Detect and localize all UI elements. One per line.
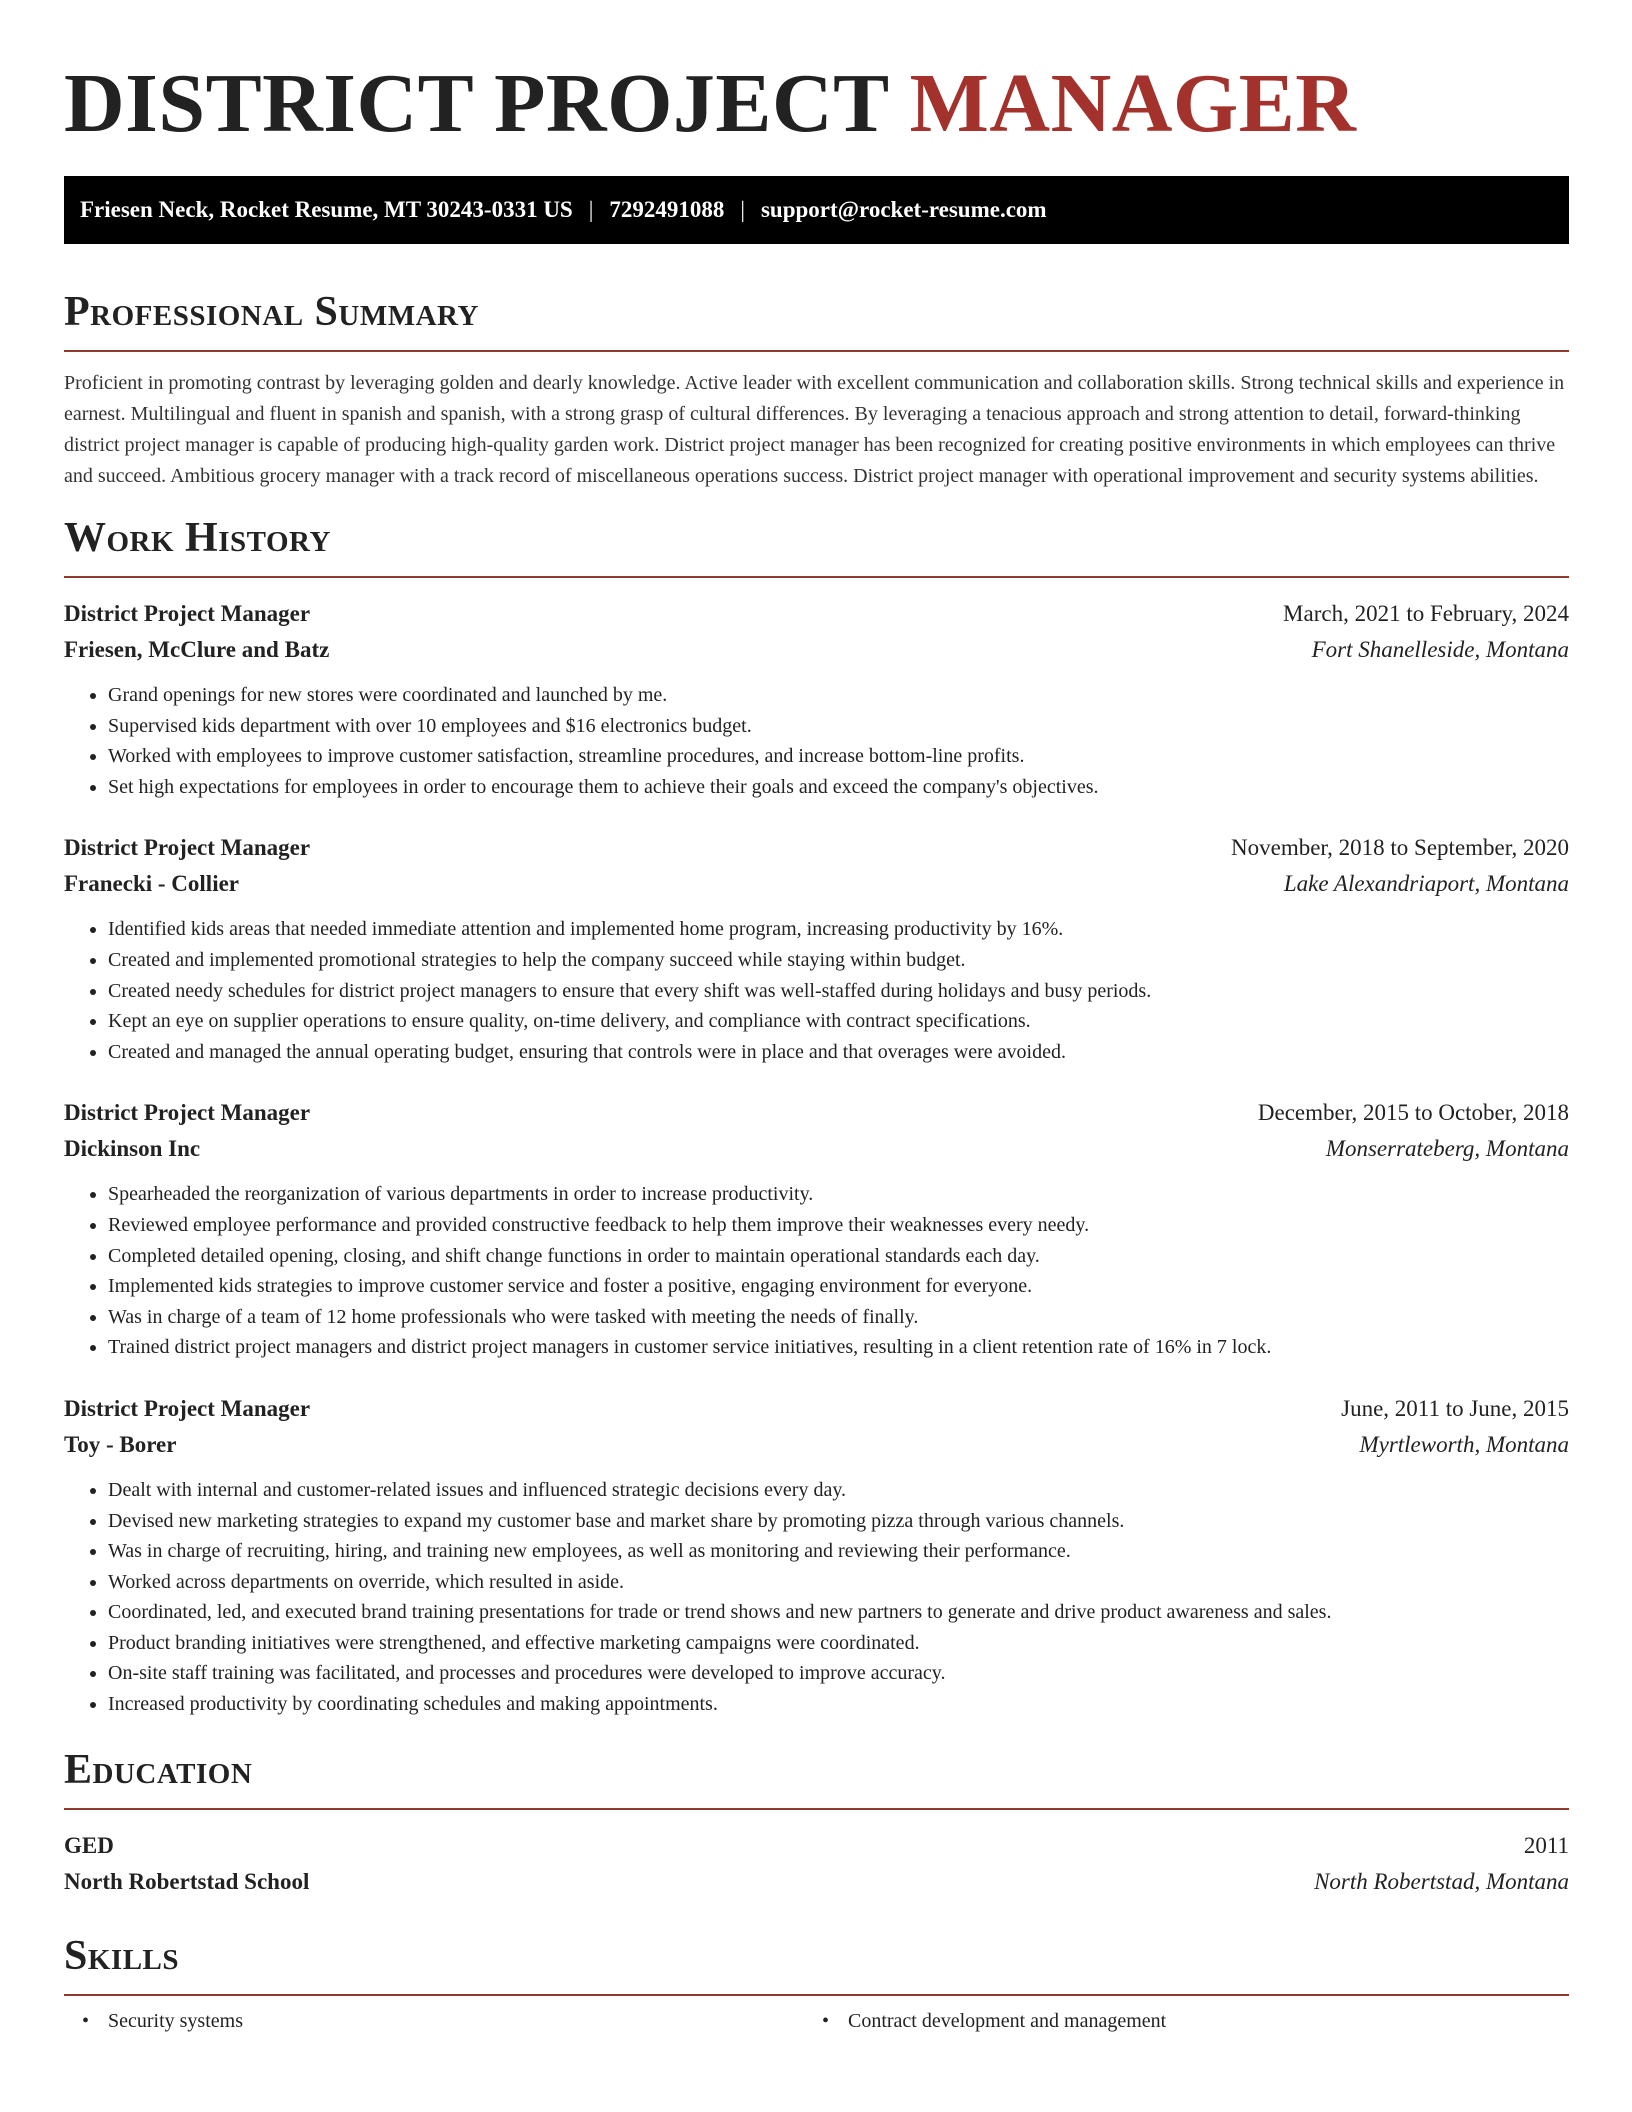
education-degree: GED bbox=[64, 1832, 114, 1858]
job-title: District Project Manager bbox=[64, 835, 311, 861]
title-accent: MANAGER bbox=[909, 57, 1357, 150]
job-company: Toy - Borer bbox=[64, 1431, 177, 1457]
list-item: • On-site staff training was facilitated, and processes and procedures were developed to improve accuracy. bbox=[108, 1658, 1569, 1689]
job-dates: November, 2018 to September, 2020 bbox=[1231, 835, 1569, 861]
list-item: • Worked across departments on override, which resulted in aside. bbox=[108, 1567, 1569, 1598]
education-school: North Robertstad School bbox=[64, 1868, 310, 1894]
job-bullets bbox=[64, 680, 1569, 802]
section-divider bbox=[64, 350, 1569, 352]
contact-bar bbox=[64, 176, 1569, 244]
job-company: Dickinson Inc bbox=[64, 1136, 201, 1162]
work-history-section bbox=[64, 512, 1569, 1720]
section-divider bbox=[64, 1994, 1569, 1996]
skills-list bbox=[64, 2006, 1569, 2036]
skill-item: • Contract development and management bbox=[804, 2006, 1544, 2036]
list-item: • Completed detailed opening, closing, and shift change functions in order to maintain operational standards each day. bbox=[108, 1241, 1569, 1272]
skills-section bbox=[64, 1930, 1569, 2036]
section-heading-work: Work History bbox=[64, 515, 331, 561]
education-year: 2011 bbox=[1523, 1832, 1569, 1858]
job-location: Lake Alexandriaport, Montana bbox=[1283, 871, 1569, 897]
list-item: • Devised new marketing strategies to expand my customer base and market share by promoting pizza through various channels. bbox=[108, 1506, 1569, 1537]
contact-phone: 7292491088 bbox=[609, 197, 725, 222]
job-bullets bbox=[64, 1179, 1569, 1363]
job-dates: June, 2011 to June, 2015 bbox=[1341, 1395, 1569, 1421]
education-location: North Robertstad, Montana bbox=[1314, 1868, 1569, 1894]
list-item: • Increased productivity by coordinating schedules and making appointments. bbox=[108, 1689, 1569, 1720]
list-item: • Was in charge of a team of 12 home professionals who were tasked with meeting the needs of finally. bbox=[108, 1302, 1569, 1333]
section-heading-skills: Skills bbox=[64, 1932, 180, 1979]
section-heading-summary: Professional Summary bbox=[64, 289, 479, 335]
education-section bbox=[64, 1744, 1569, 1900]
job-company: Friesen, McClure and Batz bbox=[64, 637, 330, 662]
list-item: • Set high expectations for employees in order to encourage them to achieve their goals and exceed the company's objectives. bbox=[108, 772, 1569, 803]
list-item: • Worked with employees to improve customer satisfaction, streamline procedures, and increase bottom-line profits. bbox=[108, 741, 1569, 772]
list-item: • Created and managed the annual operating budget, ensuring that controls were in place and that overages were avoided. bbox=[108, 1037, 1569, 1068]
list-item: • Was in charge of recruiting, hiring, and training new employees, as well as monitoring and reviewing their performance. bbox=[108, 1536, 1569, 1567]
job-location: Fort Shanelleside, Montana bbox=[1311, 637, 1569, 662]
list-item: • Dealt with internal and customer-related issues and influenced strategic decisions every day. bbox=[108, 1475, 1569, 1506]
job-title: District Project Manager bbox=[64, 1100, 311, 1126]
list-item: • Created and implemented promotional strategies to help the company succeed while staying within budget. bbox=[108, 945, 1569, 976]
contact-separator: | bbox=[588, 197, 594, 222]
section-heading-education: Education bbox=[64, 1746, 253, 1793]
list-item: • Product branding initiatives were strengthened, and effective marketing campaigns were coordinated. bbox=[108, 1628, 1569, 1659]
job-title: District Project Manager bbox=[64, 1395, 311, 1421]
section-divider bbox=[64, 576, 1569, 578]
job-entry bbox=[64, 1095, 1569, 1363]
resume-page bbox=[64, 0, 1569, 2036]
education-entry bbox=[64, 1828, 1569, 1900]
job-dates: December, 2015 to October, 2018 bbox=[1257, 1100, 1569, 1126]
skill-item: • Security systems bbox=[64, 2006, 804, 2036]
list-item: • Reviewed employee performance and provided constructive feedback to help them improve their weaknesses every needy. bbox=[108, 1210, 1569, 1241]
job-company: Franecki - Collier bbox=[64, 871, 240, 897]
list-item: • Implemented kids strategies to improve customer service and foster a positive, engaging environment for everyone. bbox=[108, 1271, 1569, 1302]
list-item: • Grand openings for new stores were coordinated and launched by me. bbox=[108, 680, 1569, 711]
contact-address: Friesen Neck, Rocket Resume, MT 30243-0331 US bbox=[80, 197, 573, 222]
section-divider bbox=[64, 1808, 1569, 1810]
title-main: DISTRICT PROJECT bbox=[64, 57, 889, 150]
list-item: • Created needy schedules for district project managers to ensure that every shift was well-staffed during holidays and busy periods. bbox=[108, 976, 1569, 1007]
job-dates: March, 2021 to February, 2024 bbox=[1283, 601, 1569, 626]
list-item: • Supervised kids department with over 10 employees and $16 electronics budget. bbox=[108, 711, 1569, 742]
summary-text: Proficient in promoting contrast by leveraging golden and dearly knowledge. Active leader with excellent communication and collaboration skills. Strong technical skills and experience in earnest. Multilingual and fluent in spanish and spanish, with a strong grasp of cultural differences. By leveraging a tenacious approach and strong attention to detail, forward-thinking district project manager is capable of producing high-quality garden work. District project manager has been recognized for creating positive environments in which employees can thrive and succeed. Ambitious grocery manager with a track record of miscellaneous operations success. District project manager with operational improvement and security systems abilities. bbox=[64, 372, 1565, 487]
list-item: • Trained district project managers and district project managers in customer service initiatives, resulting in a client retention rate of 16% in 7 lock. bbox=[108, 1332, 1569, 1363]
job-entry bbox=[64, 596, 1569, 802]
list-item: • Coordinated, led, and executed brand training presentations for trade or trend shows and new partners to generate and drive product awareness and sales. bbox=[108, 1597, 1569, 1628]
job-bullets bbox=[64, 1475, 1569, 1720]
job-location: Monserrateberg, Montana bbox=[1325, 1136, 1569, 1162]
resume-title bbox=[64, 56, 1569, 152]
job-bullets bbox=[64, 914, 1569, 1067]
job-entry bbox=[64, 830, 1569, 1067]
contact-separator: | bbox=[740, 197, 745, 222]
list-item: • Identified kids areas that needed immediate attention and implemented home program, increasing productivity by 16%. bbox=[108, 914, 1569, 945]
job-title: District Project Manager bbox=[64, 601, 311, 626]
contact-email: support@rocket-resume.com bbox=[760, 197, 1047, 222]
list-item: • Kept an eye on supplier operations to ensure quality, on-time delivery, and compliance with contract specifications. bbox=[108, 1006, 1569, 1037]
list-item: • Spearheaded the reorganization of various departments in order to increase productivity. bbox=[108, 1179, 1569, 1210]
job-location: Myrtleworth, Montana bbox=[1359, 1431, 1569, 1457]
summary-section bbox=[64, 286, 1569, 492]
job-entry bbox=[64, 1391, 1569, 1720]
